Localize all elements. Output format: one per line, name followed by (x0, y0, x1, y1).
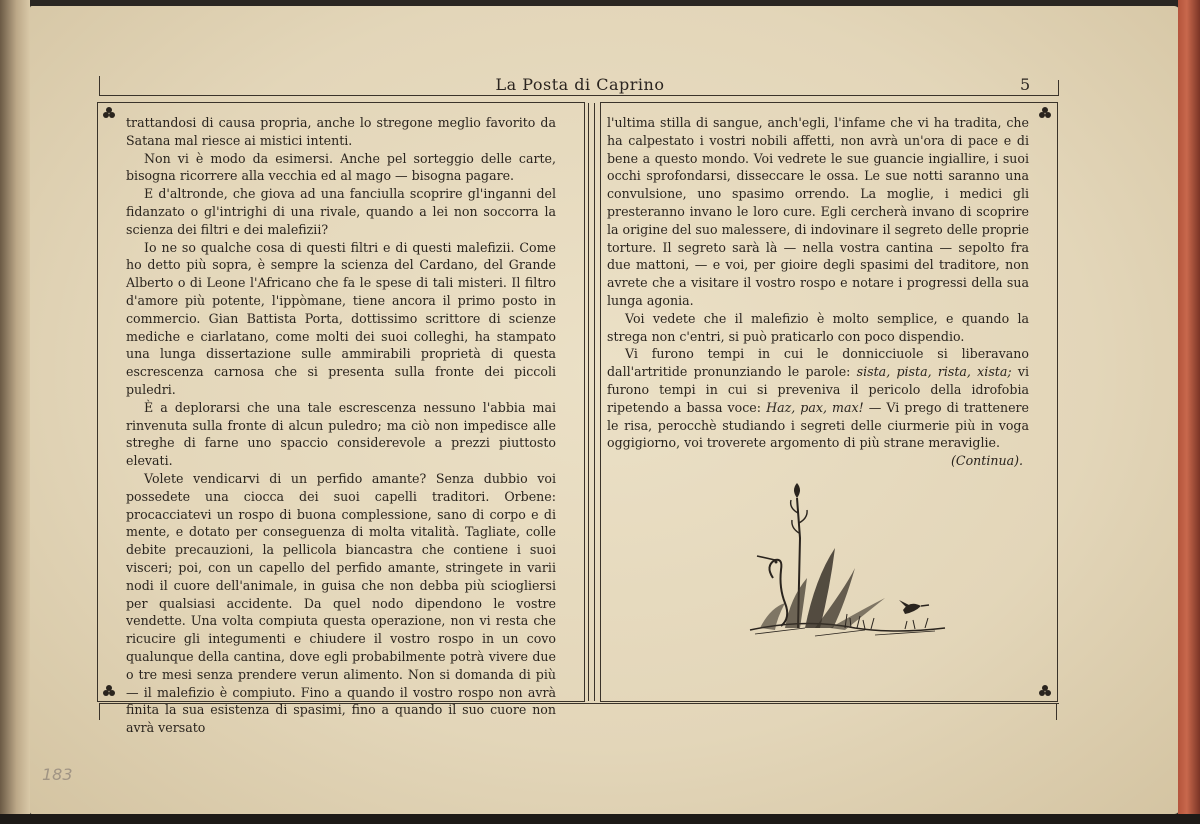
header-tick-right (1058, 80, 1059, 96)
paragraph: Io ne so qualche cosa di questi filtri e di questi malefizii. Come ho detto più sopra, è sempre la scienza del Cardano, del Grande Alberto o di Leone l'Africano che fa le spese di tali misteri. Il filtro d'amore più potente, l'ippòmane, tiene ancora il primo posto in commercio. Gian Battista Porta, dottissimo scrittore di scienze mediche e ciarlatano, come molti dei suoi colleghi, ha stampato una lunga dissertazione sulle ammirabili proprietà di questa escrescenza carnosa che si presenta sulla fronte dei piccoli puledri. (126, 239, 556, 397)
paragraph: Non vi è modo da esimersi. Anche pel sorteggio delle carte, bisogna ricorrere alla vecchia ed al mago — bisogna pagare. (126, 150, 556, 184)
left-page-edge (0, 0, 30, 824)
left-column-text (126, 114, 556, 737)
heron-plants-bird-vignette (745, 478, 950, 643)
paragraph: l'ultima stilla di sangue, anch'egli, l'infame che vi ha tradita, che ha calpestato i vostri nobili affetti, non avrà un'ora di pace e di bene a questo mondo. Voi vedrete le sue guancie ingiallire, i suoi occhi sprofondarsi, disseccare le ossa. Le sue notti saranno una convulsione, uno spasimo orrendo. La moglie, i medici gli presteranno invano le loro cure. Egli cercherà invano di scoprire la origine del suo malessere, di indovinare il segreto delle proprie torture. Il segreto sarà là — nella vostra cantina — sepolto fra due mattoni, — e voi, per gioire degli spasimi del traditore, non avrete che a visitare il vostro rospo e notare i progressi della sua lunga agonia. (607, 115, 1029, 308)
trefoil-ornament-icon (102, 106, 116, 120)
paragraph: Voi vedete che il malefizio è molto semplice, e quando la strega non c'entri, si può praticarlo con poco dispendio. (607, 310, 1029, 344)
footer-tick-left (99, 704, 100, 720)
footer-tick-right (1056, 704, 1057, 720)
bottom-edge (0, 814, 1200, 824)
paragraph: Volete vendicarvi di un perfido amante? Senza dubbio voi possedete una ciocca dei suoi capelli traditori. Orbene: procacciatevi un rospo di buona complessione, sano di corpo e di mente, e dotato per conseguenza di molta vitalità. Tagliate, colle debite precauzioni, la pellicola biancastra che contiene i suoi visceri; poi, con un capello del perfido amante, stringete in varii nodi il cuore dell'animale, in guisa che non debba più sciogliersi per qualsiasi accidente. Da quel nodo dipendono le vostre vendette. Una volta compiuta questa operazione, non vi resta che ricucire gli integumenti e chiudere il vostro rospo in un covo qualunque della cantina, dove egli probabilmente potrà vivere due o tre mesi senza prendere verun alimento. Non si domanda di più — il malefizio è compiuto. Fino a quando il vostro rospo non avrà finita la sua esistenza di spasimi, fino a quando il suo cuore non avrà versato (126, 470, 556, 736)
paragraph: trattandosi di causa propria, anche lo stregone meglio favorito da Satana mal riesce ai mistici intenti. (126, 115, 556, 148)
page-number: 5 (1020, 75, 1031, 94)
continua-note: (Continua). (951, 453, 1023, 469)
text-run: Vi furono tempi in cui le donnicciuole si liberavano dall'artritide pronunziando le parole: (607, 346, 1029, 380)
trefoil-ornament-icon (102, 684, 116, 698)
column-divider (588, 103, 589, 701)
column-divider-inner (594, 103, 595, 701)
trefoil-ornament-icon (1038, 106, 1052, 120)
pencil-margin-note: 183 (42, 765, 73, 784)
text-run: — Vi prego di trattenere le risa, perocchè studiando i segreti delle ciurmerie più in voga oggigiorno, voi troverete argomento di più strane meraviglie. (607, 399, 1029, 451)
paragraph: È a deplorarsi che una tale escrescenza nessuno l'abbia mai rinvenuta sulla fronte di alcun puledro; ma ciò non impedisce alle streghe di farne uno spaccio considerevole a prezzi piuttosto elevati. (126, 399, 556, 469)
paragraph (607, 345, 1029, 452)
text-run: vi furono tempi in cui si preveniva il pericolo della idrofobia ripetendo a bassa voce: (607, 364, 1029, 415)
paragraph: E d'altronde, che giova ad una fanciulla scoprire gl'inganni del fidanzato o gl'intrighi di una rivale, quando a lei non soccorra la scienza dei filtri e dei malefizii? (126, 186, 556, 237)
header-tick-left (99, 76, 100, 96)
page-edge-right (1178, 0, 1200, 824)
trefoil-ornament-icon (1038, 684, 1052, 698)
header-rule (99, 95, 1059, 96)
spell-words: sista, pista, rista, xista; (856, 364, 1012, 380)
incantation: Haz, pax, max! (766, 399, 864, 415)
running-title: La Posta di Caprino (495, 75, 665, 94)
right-column-text (607, 114, 1029, 470)
